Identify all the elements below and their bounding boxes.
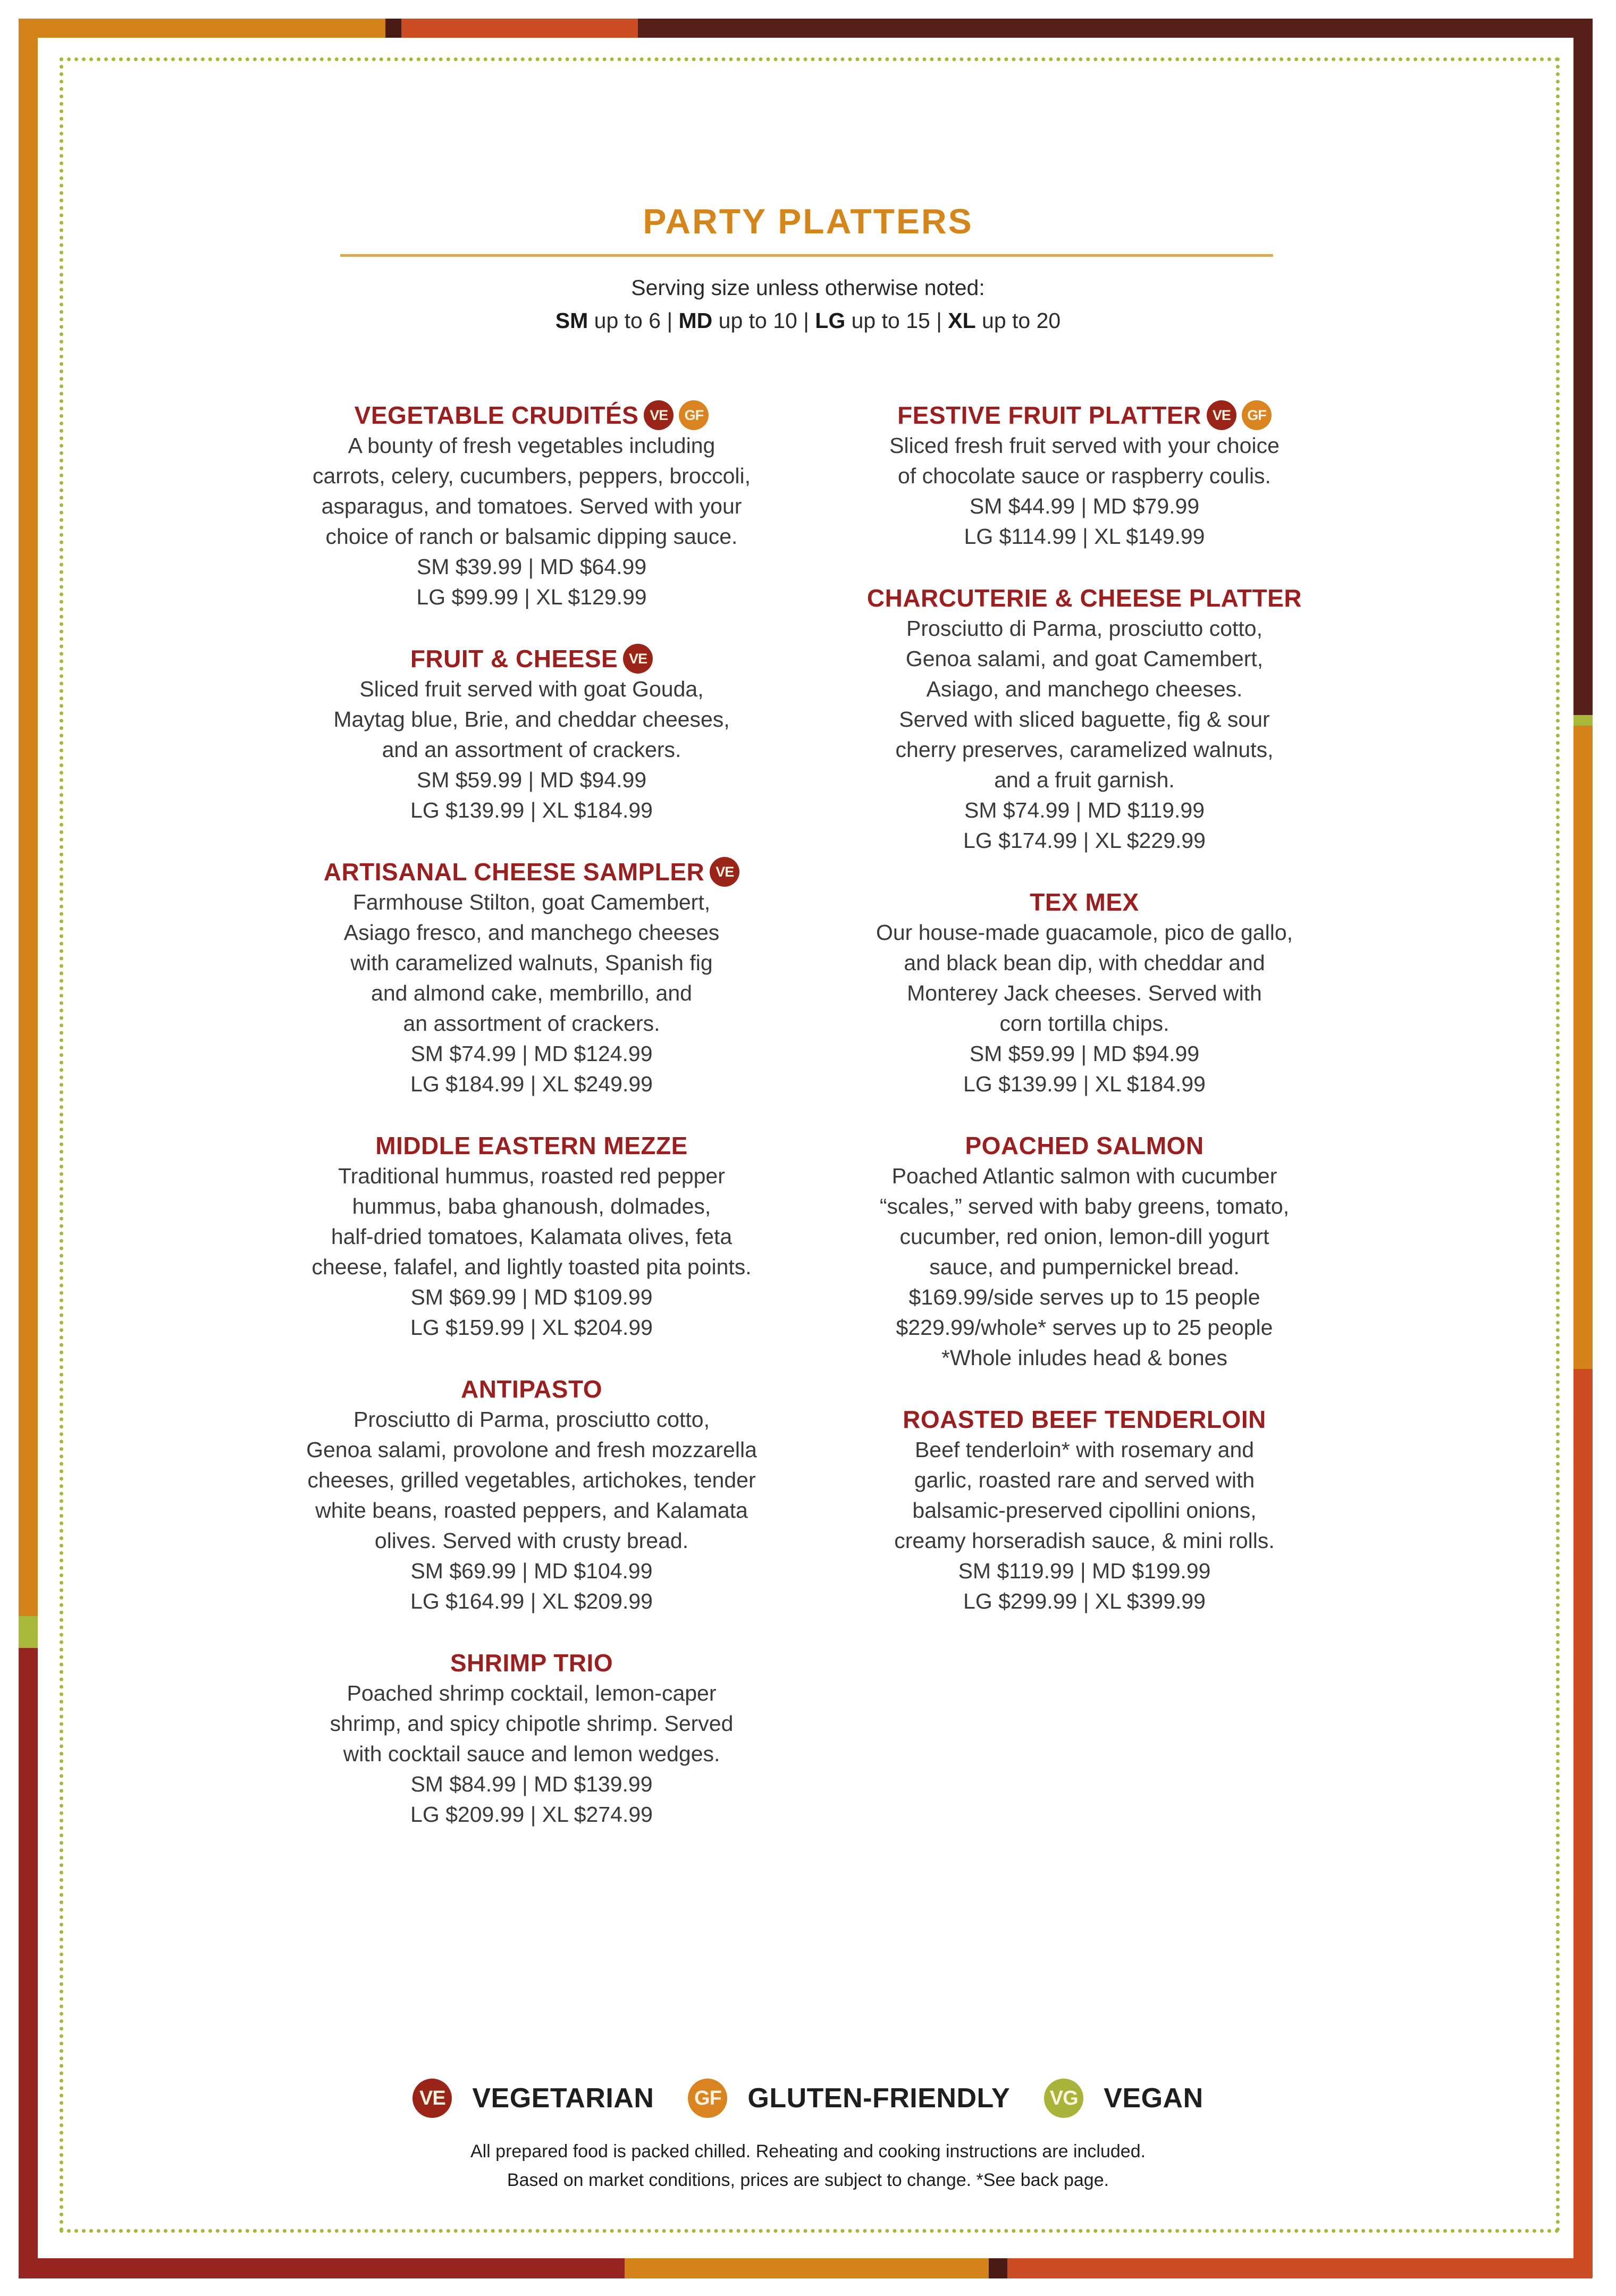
menu-item-price-line: SM $69.99 | MD $104.99: [410, 1559, 653, 1583]
menu-item-header: [266, 1374, 797, 1404]
menu-item-description-line: an assortment of crackers.: [403, 1011, 660, 1036]
menu-item-description-line: garlic, roasted rare and served with: [914, 1468, 1255, 1492]
menu-item-name: [355, 400, 709, 431]
legend-item-vegetarian: [413, 2079, 654, 2118]
menu-item-price-line: LG $99.99 | XL $129.99: [416, 585, 647, 609]
frame-bottom-segment-dark-red: [19, 2258, 625, 2278]
size-code: XL: [948, 308, 976, 333]
menu-item-description-line: cheeses, grilled vegetables, artichokes, tender: [307, 1468, 756, 1492]
size-separator: |: [797, 308, 815, 333]
menu-item-description-line: Served with sliced baguette, fig & sour: [899, 707, 1270, 731]
frame-top-segment-orange: [19, 19, 385, 38]
menu-item: [829, 887, 1340, 1099]
menu-item: [829, 1130, 1340, 1373]
frame-right-segment-orange: [1573, 726, 1593, 1369]
vegetarian-badge-icon: VE: [623, 644, 653, 674]
menu-item-description-line: Genoa salami, and goat Camembert,: [905, 646, 1264, 671]
menu-item-name: [375, 1130, 688, 1161]
menu-item-description-line: Maytag blue, Brie, and cheddar cheeses,: [333, 707, 730, 731]
menu-item-price-line: SM $39.99 | MD $64.99: [416, 554, 647, 579]
menu-item-price-line: SM $74.99 | MD $124.99: [410, 1041, 653, 1066]
vegetarian-badge-icon: VE: [1207, 400, 1236, 430]
menu-item-description-line: creamy horseradish sauce, & mini rolls.: [894, 1528, 1275, 1553]
menu-item-name: [324, 856, 740, 887]
menu-item-name: [410, 643, 653, 674]
vegetarian-badge-icon: VE: [413, 2079, 452, 2118]
frame-bottom-segment-orange: [625, 2258, 989, 2278]
menu-item-description-line: “scales,” served with baby greens, tomato,: [879, 1194, 1290, 1218]
frame-bottom-segment-dark: [989, 2258, 1007, 2278]
size-capacity: up to 15: [845, 308, 930, 333]
menu-item-price-line: LG $139.99 | XL $184.99: [410, 798, 653, 822]
size-code: LG: [815, 308, 846, 333]
frame-right-segment-brown: [1573, 19, 1593, 715]
frame-right-segment-lime: [1573, 715, 1593, 726]
menu-item-description-line: white beans, roasted peppers, and Kalamata: [315, 1498, 748, 1523]
menu-item-description-line: with caramelized walnuts, Spanish fig: [350, 951, 713, 975]
menu-item-description-line: half-dried tomatoes, Kalamata olives, feta: [331, 1224, 733, 1249]
menu-item-description-line: shrimp, and spicy chipotle shrimp. Served: [330, 1711, 734, 1736]
menu-item-price-line: LG $299.99 | XL $399.99: [963, 1589, 1206, 1613]
gluten-friendly-badge-icon: GF: [1242, 400, 1272, 430]
menu-item-description-line: Sliced fresh fruit served with your choice: [889, 433, 1280, 458]
title-divider: [340, 254, 1273, 257]
menu-item-description-line: Sliced fruit served with goat Gouda,: [359, 677, 704, 701]
menu-item-description-line: and a fruit garnish.: [994, 768, 1175, 792]
menu-item-price-line: LG $174.99 | XL $229.99: [963, 828, 1206, 853]
size-separator: |: [661, 308, 679, 333]
menu-item-title: ARTISANAL CHEESE SAMPLER: [323, 858, 705, 886]
menu-item-price-line: SM $59.99 | MD $94.99: [969, 1041, 1200, 1066]
menu-item-title: FRUIT & CHEESE: [410, 645, 618, 672]
menu-item-price-line: *Whole inludes head & bones: [941, 1345, 1227, 1370]
menu-item-description-line: and black bean dip, with cheddar and: [904, 951, 1265, 975]
menu-item-header: [829, 1404, 1340, 1435]
menu-column-left: [266, 400, 797, 1861]
menu-item-description-line: carrots, celery, cucumbers, peppers, broccoli,: [312, 464, 751, 488]
menu-item-title: VEGETABLE CRUDITÉS: [354, 401, 639, 429]
size-code: SM: [555, 308, 588, 333]
menu-item-description-line: balsamic-preserved cipollini onions,: [912, 1498, 1257, 1523]
menu-item: [829, 1404, 1340, 1617]
menu-item-description-line: Farmhouse Stilton, goat Camembert,: [352, 890, 711, 914]
legend-label: GLUTEN-FRIENDLY: [747, 2083, 1011, 2114]
menu-item-price-line: $229.99/whole* serves up to 25 people: [896, 1315, 1273, 1340]
menu-item-description-line: cheese, falafel, and lightly toasted pita points.: [312, 1255, 752, 1279]
menu-item-description-line: and almond cake, membrillo, and: [371, 981, 692, 1005]
menu-item-price-line: LG $114.99 | XL $149.99: [964, 524, 1205, 549]
gluten-friendly-badge-icon: GF: [679, 400, 709, 430]
size-separator: |: [930, 308, 948, 333]
menu-item-description-line: of chocolate sauce or raspberry coulis.: [898, 464, 1271, 488]
menu-item-title: SHRIMP TRIO: [450, 1649, 613, 1677]
menu-item-name: [867, 583, 1302, 613]
menu-item-header: [266, 400, 797, 431]
menu-item: [829, 400, 1340, 552]
menu-item-name: [897, 400, 1272, 431]
menu-item-description-line: Beef tenderloin* with rosemary and: [914, 1437, 1255, 1462]
menu-item-price-line: SM $44.99 | MD $79.99: [969, 494, 1200, 518]
gluten-friendly-badge-icon: GF: [688, 2079, 727, 2118]
menu-item: [266, 856, 797, 1099]
menu-item: [829, 583, 1340, 856]
size-capacity: up to 6: [588, 308, 661, 333]
menu-item-description-line: Asiago fresco, and manchego cheeses: [343, 920, 720, 945]
menu-item-description-line: asparagus, and tomatoes. Served with your: [321, 494, 742, 518]
menu-item-title: ROASTED BEEF TENDERLOIN: [903, 1406, 1266, 1433]
menu-item-description-line: corn tortilla chips.: [999, 1011, 1169, 1036]
serving-size-list: [0, 304, 1616, 337]
serving-size-intro: Serving size unless otherwise noted:: [631, 275, 985, 300]
menu-item-description-line: A bounty of fresh vegetables including: [348, 433, 716, 458]
menu-item-price-line: $169.99/side serves up to 15 people: [908, 1285, 1260, 1309]
legend-label: VEGAN: [1104, 2083, 1203, 2114]
menu-item-description-line: sauce, and pumpernickel bread.: [929, 1255, 1240, 1279]
menu-item-description-line: Our house-made guacamole, pico de gallo,: [876, 920, 1293, 945]
vegan-badge-icon: VG: [1044, 2079, 1083, 2118]
menu-item-description-line: with cocktail sauce and lemon wedges.: [343, 1742, 720, 1766]
menu-item-header: [829, 1130, 1340, 1161]
menu-item-price-line: SM $119.99 | MD $199.99: [958, 1559, 1211, 1583]
page-title: PARTY PLATTERS: [643, 201, 973, 241]
frame-left-segment-orange: [19, 19, 38, 1616]
menu-item: [266, 1647, 797, 1830]
menu-item-price-line: LG $139.99 | XL $184.99: [963, 1072, 1206, 1096]
menu-item-description-line: and an assortment of crackers.: [382, 737, 681, 762]
menu-item: [266, 643, 797, 826]
menu-item-price-line: SM $69.99 | MD $109.99: [410, 1285, 653, 1309]
menu-item-description-line: Prosciutto di Parma, prosciutto cotto,: [906, 616, 1262, 641]
footer-line-chilled: All prepared food is packed chilled. Reheating and cooking instructions are included.: [470, 2141, 1146, 2162]
frame-top-segment-dark: [385, 19, 401, 38]
menu-item-name: [450, 1647, 613, 1678]
menu-item-description-line: Genoa salami, provolone and fresh mozzarella: [306, 1437, 757, 1462]
menu-item-description-line: cherry preserves, caramelized walnuts,: [895, 737, 1274, 762]
menu-item-name: [903, 1404, 1266, 1435]
legend-item-vegan: [1044, 2079, 1203, 2118]
menu-item-header: [829, 583, 1340, 613]
menu-item-description-line: cucumber, red onion, lemon-dill yogurt: [899, 1224, 1269, 1249]
vegetarian-badge-icon: VE: [644, 400, 674, 430]
footer-line-prices: Based on market conditions, prices are subject to change. *See back page.: [507, 2170, 1109, 2190]
menu-item-price-line: LG $209.99 | XL $274.99: [410, 1802, 653, 1827]
menu-item-description-line: Asiago, and manchego cheeses.: [926, 677, 1243, 701]
serving-size-note: [0, 271, 1616, 337]
menu-item-description-line: olives. Served with crusty bread.: [374, 1528, 689, 1553]
menu-item-header: [266, 1647, 797, 1678]
menu-item-description-line: choice of ranch or balsamic dipping sauce.: [325, 524, 738, 549]
menu-item-description-line: hummus, baba ghanoush, dolmades,: [352, 1194, 711, 1218]
menu-item-price-line: LG $164.99 | XL $209.99: [410, 1589, 653, 1613]
menu-item-title: FESTIVE FRUIT PLATTER: [897, 401, 1201, 429]
menu-item-header: [266, 1130, 797, 1161]
menu-item-price-line: LG $159.99 | XL $204.99: [410, 1315, 653, 1340]
menu-item: [266, 1130, 797, 1343]
menu-item-title: TEX MEX: [1030, 888, 1139, 916]
size-code: MD: [678, 308, 713, 333]
frame-left-segment-lime: [19, 1616, 38, 1648]
menu-item: [266, 1374, 797, 1617]
dietary-legend: [0, 2079, 1616, 2118]
menu-item-name: [965, 1130, 1203, 1161]
size-capacity: up to 20: [975, 308, 1061, 333]
menu-item-name: [1030, 887, 1139, 918]
legend-label: VEGETARIAN: [472, 2083, 654, 2114]
menu-item-title: CHARCUTERIE & CHEESE PLATTER: [866, 584, 1302, 612]
menu-item-header: [266, 643, 797, 674]
size-capacity: up to 10: [712, 308, 797, 333]
menu-item-description-line: Monterey Jack cheeses. Served with: [907, 981, 1262, 1005]
menu-item: [266, 400, 797, 612]
menu-item-price-line: SM $84.99 | MD $139.99: [410, 1772, 653, 1796]
menu-item-title: POACHED SALMON: [965, 1132, 1204, 1159]
menu-column-right: [829, 400, 1340, 1647]
frame-top-segment-red-orange: [401, 19, 638, 38]
vegetarian-badge-icon: VE: [710, 857, 739, 887]
menu-item-description-line: Traditional hummus, roasted red pepper: [338, 1164, 725, 1188]
menu-item-description-line: Prosciutto di Parma, prosciutto cotto,: [354, 1407, 710, 1432]
frame-top-segment-brown: [638, 19, 1592, 38]
menu-item-price-line: SM $74.99 | MD $119.99: [964, 798, 1205, 822]
legend-item-gluten-friendly: [688, 2079, 1010, 2118]
frame-bottom-segment-red-orange: [1007, 2258, 1592, 2278]
menu-item-description-line: Poached Atlantic salmon with cucumber: [891, 1164, 1277, 1188]
menu-item-name: [461, 1374, 602, 1404]
menu-item-header: [266, 856, 797, 887]
menu-item-header: [829, 887, 1340, 918]
menu-item-description-line: Poached shrimp cocktail, lemon-caper: [347, 1681, 717, 1705]
menu-item-price-line: SM $59.99 | MD $94.99: [416, 768, 647, 792]
menu-item-header: [829, 400, 1340, 431]
menu-item-title: MIDDLE EASTERN MEZZE: [375, 1132, 688, 1159]
menu-item-title: ANTIPASTO: [460, 1375, 603, 1403]
footer-notes: [0, 2137, 1616, 2194]
menu-item-price-line: LG $184.99 | XL $249.99: [410, 1072, 653, 1096]
